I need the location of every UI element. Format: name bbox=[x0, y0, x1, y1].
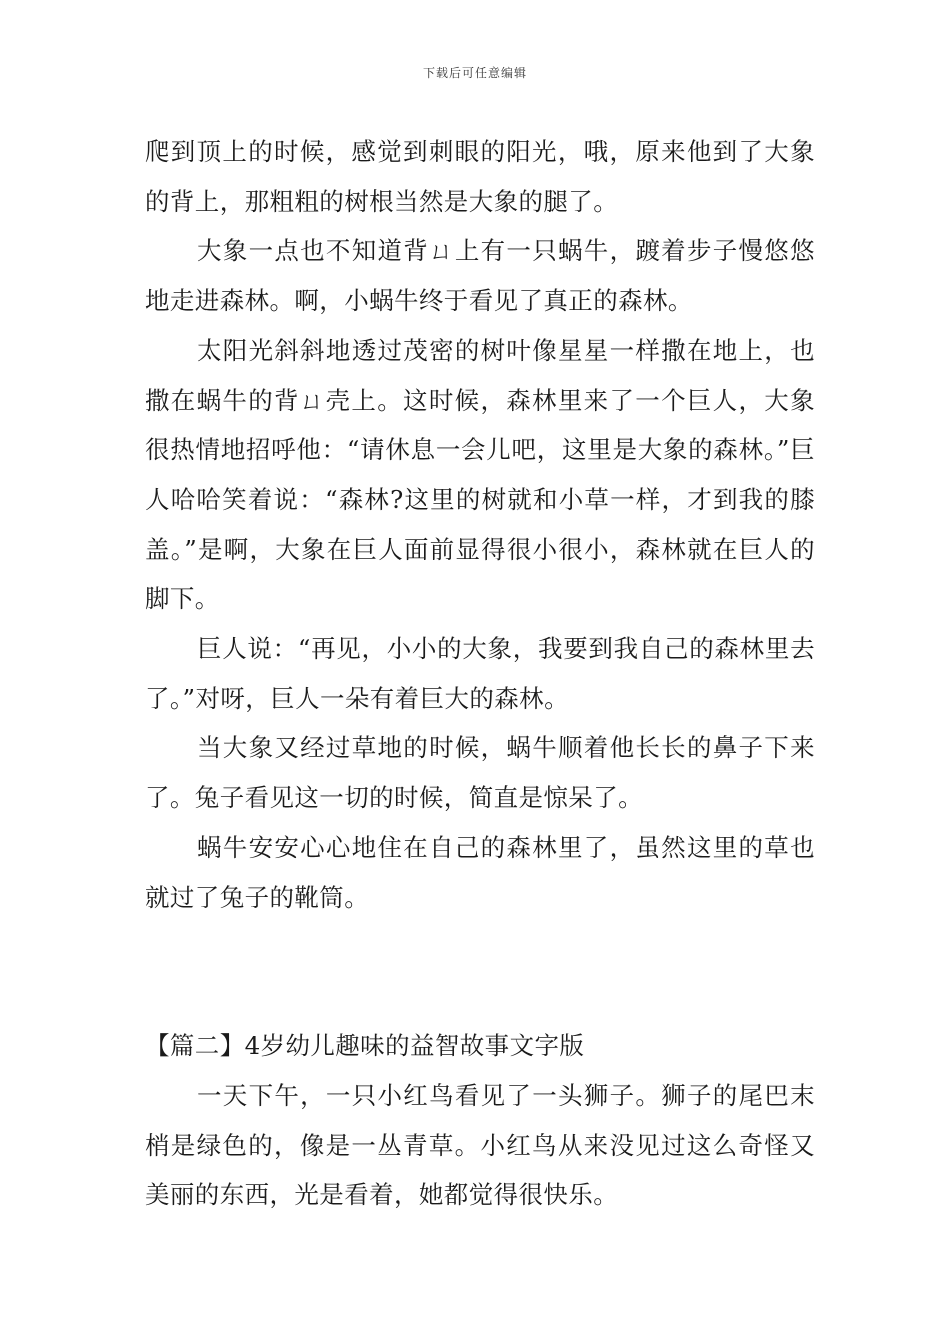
paragraph: 一天下午，一只小红鸟看见了一头狮子。狮子的尾巴末梢是绿色的，像是一丛青草。小红鸟从来没见过这么奇怪又美丽的东西，光是看着，她都觉得很快乐。 bbox=[145, 1080, 815, 1210]
paragraph: 当大象又经过草地的时候，蜗牛顺着他长长的鼻子下来了。兔子看见这一切的时候，简直是惊呆了。 bbox=[145, 733, 815, 813]
paragraph: 爬到顶上的时候，感觉到刺眼的阳光，哦，原来他到了大象的背上，那粗粗的树根当然是大象的腿了。 bbox=[145, 137, 815, 216]
paragraph: 太阳光斜斜地透过茂密的树叶像星星一样撒在地上，也撒在蜗牛的背ㄩ壳上。这时候，森林里来了一个巨人，大象很热情地招呼他：“请休息一会儿吧，这里是大象的森林。”巨人哈哈笑着说：“森林?这里的树就和小草一样，才到我的膝盖。”是啊，大象在巨人面前显得很小很小，森林就在巨人的脚下。 bbox=[145, 335, 815, 614]
page-header-note: 下载后可任意编辑 bbox=[422, 66, 527, 80]
paragraph: 大象一点也不知道背ㄩ上有一只蜗牛，踱着步子慢悠悠地走进森林。啊，小蜗牛终于看见了真正的森林。 bbox=[145, 236, 815, 316]
paragraph: 巨人说：“再见，小小的大象，我要到我自己的森林里去了。”对呀，巨人一朵有着巨大的森林。 bbox=[145, 634, 815, 713]
paragraph: 蜗牛安安心心地住在自己的森林里了，虽然这里的草也就过了兔子的靴筒。 bbox=[145, 832, 815, 912]
section-spacer bbox=[145, 922, 815, 1021]
document-body bbox=[145, 127, 815, 1220]
section-title: 【篇二】4岁幼儿趣味的益智故事文字版 bbox=[145, 1031, 585, 1061]
